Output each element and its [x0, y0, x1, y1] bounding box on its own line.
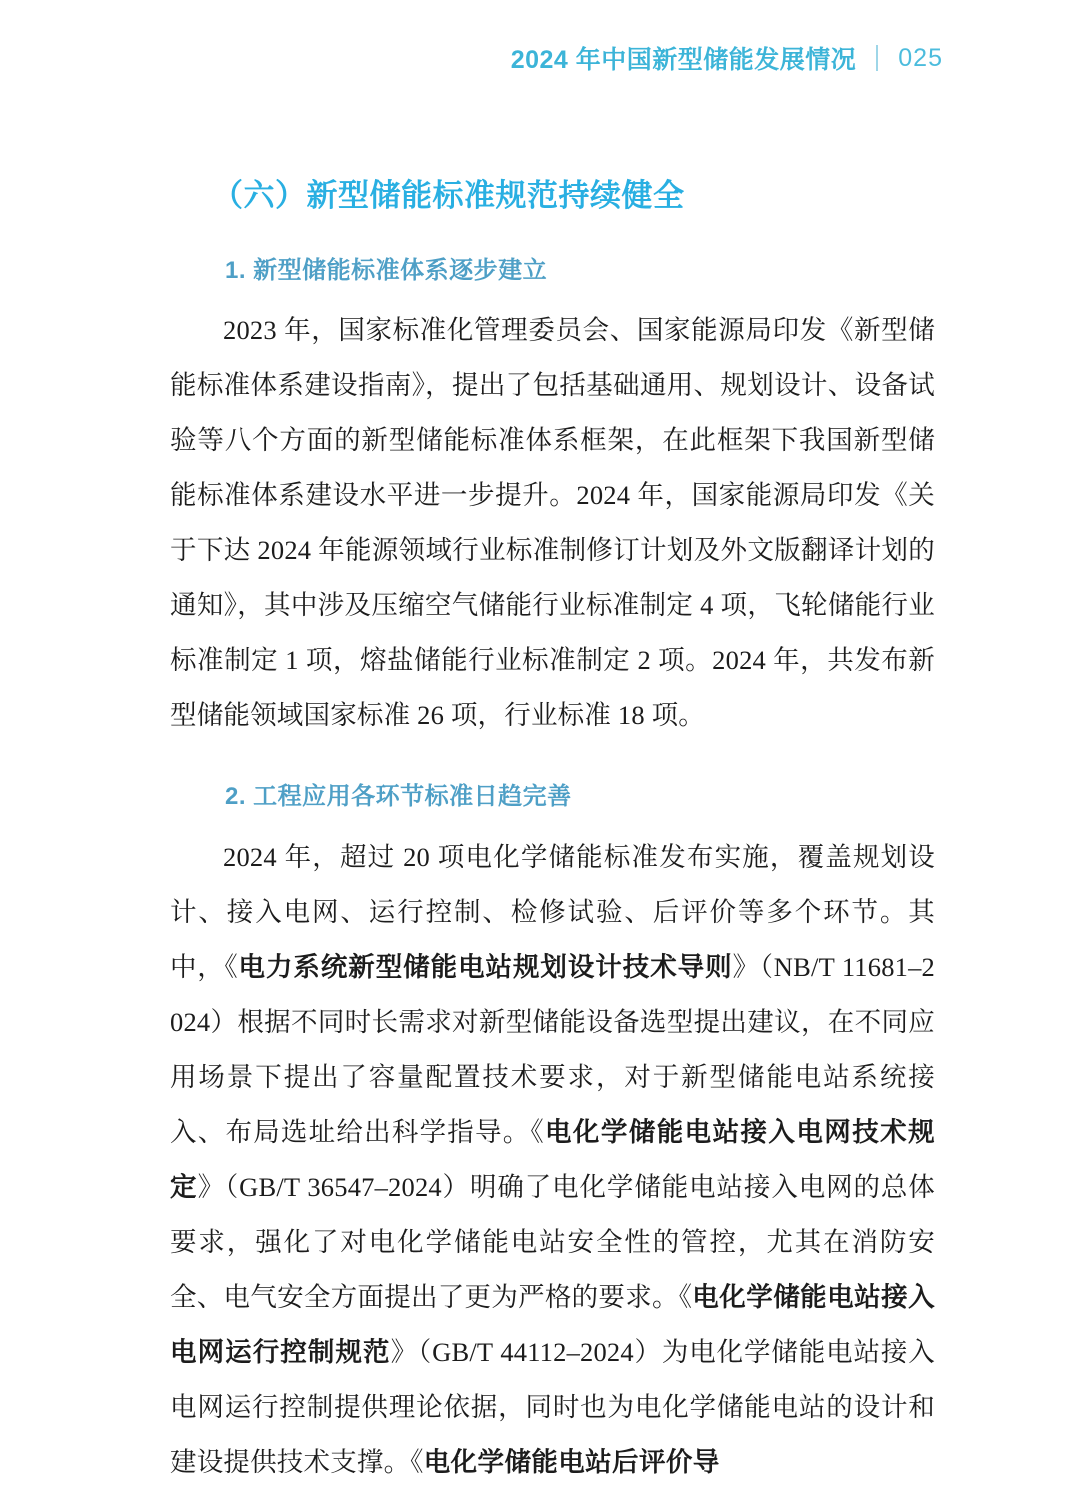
paragraph-1: 2023 年，国家标准化管理委员会、国家能源局印发《新型储能标准体系建设指南》，提出了包括基础通用、规划设计、设备试验等八个方面的新型储能标准体系框架，在此框架下我国新型储能标准体系建设水平进一步提升。2024 年，国家能源局印发《关于下达 2024 年能源领域行业标准制修订计划及外文版翻译计划的通知》，其中涉及压缩空气储能行业标准制定 4 项，飞轮储能行业标准制定 1 项，熔盐储能行业标准制定 2 项。2024 年，共发布新型储能领域国家标准 26 项，行业标准 18 项。 — [170, 315, 935, 731]
header-title: 2024 年中国新型储能发展情况 — [510, 46, 857, 74]
subsection-heading-2: 2. 工程应用各环节标准日趋完善 — [225, 783, 572, 811]
page-body — [170, 175, 935, 1490]
header-separator-icon — [876, 45, 878, 71]
running-header — [0, 38, 943, 78]
page-number: 025 — [898, 43, 943, 72]
section-heading: （六）新型储能标准规范持续健全 — [212, 178, 685, 213]
subsection-heading-1: 1. 新型储能标准体系逐步建立 — [225, 256, 548, 284]
paragraph-2: 2024 年，超过 20 项电化学储能标准发布实施，覆盖规划设计、接入电网、运行控制、检修试验、后评价等多个环节。其中，《电力系统新型储能电站规划设计技术导则》（NB/T 11681–2024）根据不同时长需求对新型储能设备选型提出建议，在不同应用场景下提出了容量配置技术要求，对于新型储能电站系统接入、布局选址给出科学指导。《电化学储能电站接入电网技术规定》（GB/T 36547–2024）明确了电化学储能电站接入电网的总体要求，强化了对电化学储能电站安全性的管控，尤其在消防安全、电气安全方面提出了更为严格的要求。《电化学储能电站接入电网运行控制规范》（GB/T 44112–2024）为电化学储能电站接入电网运行控制提供理论依据，同时也为电化学储能电站的设计和建设提供技术支撑。《电化学储能电站后评价导 — [170, 841, 936, 1477]
